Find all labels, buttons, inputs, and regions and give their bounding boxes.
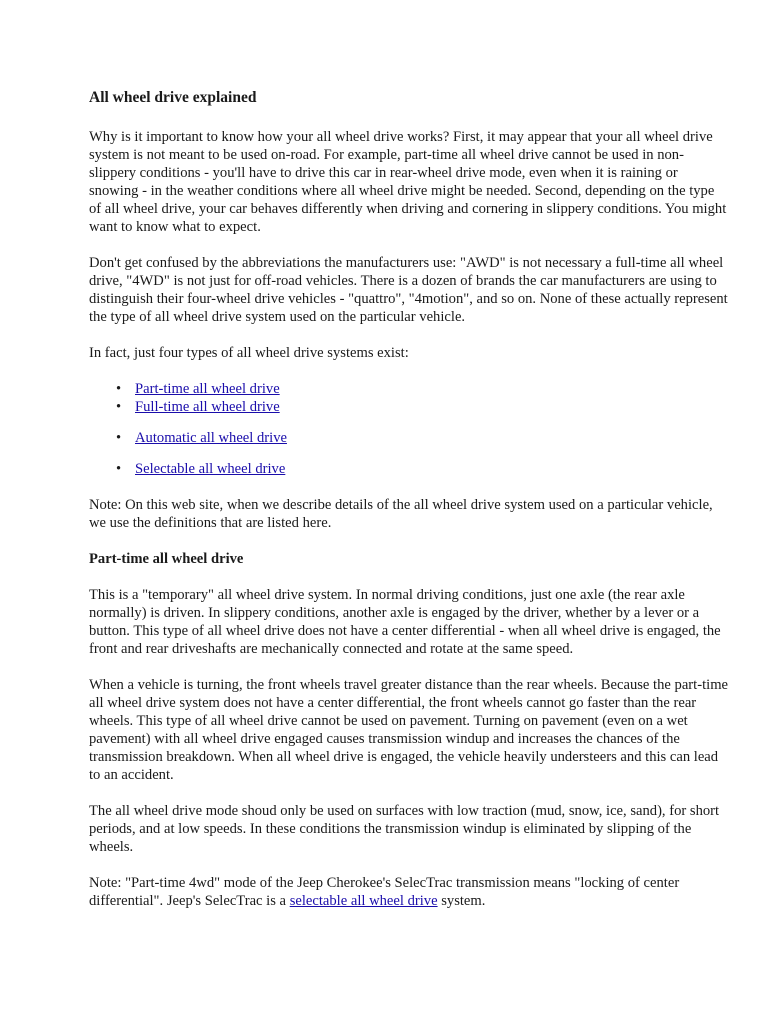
abbreviations-paragraph: Don't get confused by the abbreviations the manufacturers use: "AWD" is not necessary a full-time all wheel drive, "4WD" is not just for off-road vehicles. There is a dozen of brands the car manufacturers are using to distinguish their four-wheel drive vehicles - "quattro", "4motion", and so on. None of these actually represent the type of all wheel drive system used on the particular vehicle. — [89, 255, 728, 325]
article — [89, 88, 729, 928]
awd-types-list — [89, 380, 729, 478]
bullet-icon: • — [116, 461, 122, 477]
list-item — [116, 460, 729, 478]
bullet-icon: • — [116, 399, 122, 415]
section-heading: Part-time all wheel drive — [89, 551, 244, 567]
note-text-before: Note: "Part-time 4wd" mode of the Jeep Cherokee's SelecTrac transmission means "locking of center differential". Jeep's SelecTrac is a — [89, 875, 680, 909]
bullet-icon: • — [116, 381, 122, 397]
page-title: All wheel drive explained — [89, 89, 257, 106]
note-text-after: system. — [437, 893, 486, 909]
section-paragraph: This is a "temporary" all wheel drive system. In normal driving conditions, just one axle (the rear axle normally) is driven. In slippery conditions, another axle is engaged by the driver, whether by a lever or a button. This type of all wheel drive does not have a center differential - when all wheel drive is engaged, the front and rear driveshafts are mechanically connected and rotate at the same speed. — [89, 587, 721, 657]
link-automatic-awd[interactable]: Automatic all wheel drive — [135, 430, 287, 446]
section-paragraph: When a vehicle is turning, the front wheels travel greater distance than the rear wheels. Because the part-time all wheel drive system does not have a center differential, the front wheels cannot go faster than the rear wheels. This type of all wheel drive cannot be used on pavement. Turning on pavement (even on a wet pavement) with all wheel drive engaged causes transmission windup and increases the chances of the transmission breakdown. When all wheel drive is engaged, the vehicle heavily understeers and this can lead to an accident. — [89, 677, 729, 783]
link-selectable-awd-inline[interactable]: selectable all wheel drive — [289, 893, 438, 909]
link-part-time-awd[interactable]: Part-time all wheel drive — [135, 381, 280, 397]
link-full-time-awd[interactable]: Full-time all wheel drive — [135, 399, 280, 415]
definitions-note: Note: On this web site, when we describe details of the all wheel drive system used on a particular vehicle, we use the definitions that are listed here. — [89, 497, 713, 531]
selectrac-note — [89, 874, 729, 910]
list-item — [116, 380, 729, 398]
intro-paragraph: Why is it important to know how your all wheel drive works? First, it may appear that your all wheel drive system is not meant to be used on-road. For example, part-time all wheel drive cannot be used in non-slippery conditions - you'll have to drive this car in rear-wheel drive mode, even when it is raining or snowing - in the weather conditions where all wheel drive might be needed. Second, depending on the type of all wheel drive, your car behaves differently when driving and cornering in slippery conditions. You might want to know what to expect. — [89, 129, 727, 235]
list-item — [116, 429, 729, 447]
bullet-icon: • — [116, 430, 122, 446]
list-item — [116, 398, 729, 416]
link-selectable-awd[interactable]: Selectable all wheel drive — [135, 461, 286, 477]
types-lead-paragraph: In fact, just four types of all wheel drive systems exist: — [89, 345, 409, 361]
section-paragraph: The all wheel drive mode shoud only be used on surfaces with low traction (mud, snow, ice, sand), for short periods, and at low speeds. In these conditions the transmission windup is eliminated by slipping of the wheels. — [89, 803, 720, 855]
